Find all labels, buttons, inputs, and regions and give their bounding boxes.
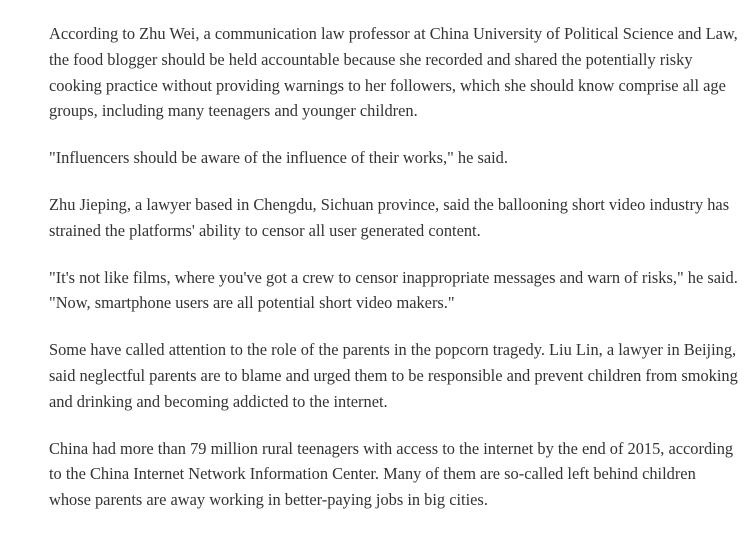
article-paragraph-4: "It's not like films, where you've got a crew to censor inappropriate messages and warn of risks," he said. "Now, smartphone users are all potential short video makers." bbox=[49, 267, 738, 313]
article-paragraph-1: According to Zhu Wei, a communication law professor at China University of Political Science and Law, the food blogger should be held accountable because she recorded and shared the potentially risky cooking practice without providing warnings to her followers, which she should know comprise all age groups, including many teenagers and younger children. bbox=[49, 24, 738, 121]
article-body bbox=[49, 21, 739, 534]
article-paragraph-2: "Influencers should be aware of the influence of their works," he said. bbox=[49, 148, 508, 168]
article-paragraph-6: China had more than 79 million rural teenagers with access to the internet by the end of 2015, according to the China Internet Network Information Center. Many of them are so-called left behind children whose parents are away working in better-paying jobs in big cities. bbox=[49, 438, 734, 510]
article-paragraph-5: Some have called attention to the role of the parents in the popcorn tragedy. Liu Lin, a lawyer in Beijing, said neglectful parents are to blame and urged them to be responsible and prevent children from smoking and drinking and becoming addicted to the internet. bbox=[49, 340, 738, 411]
article-paragraph-3: Zhu Jieping, a lawyer based in Chengdu, Sichuan province, said the ballooning short video industry has strained the platforms' ability to censor all user generated content. bbox=[49, 194, 730, 240]
